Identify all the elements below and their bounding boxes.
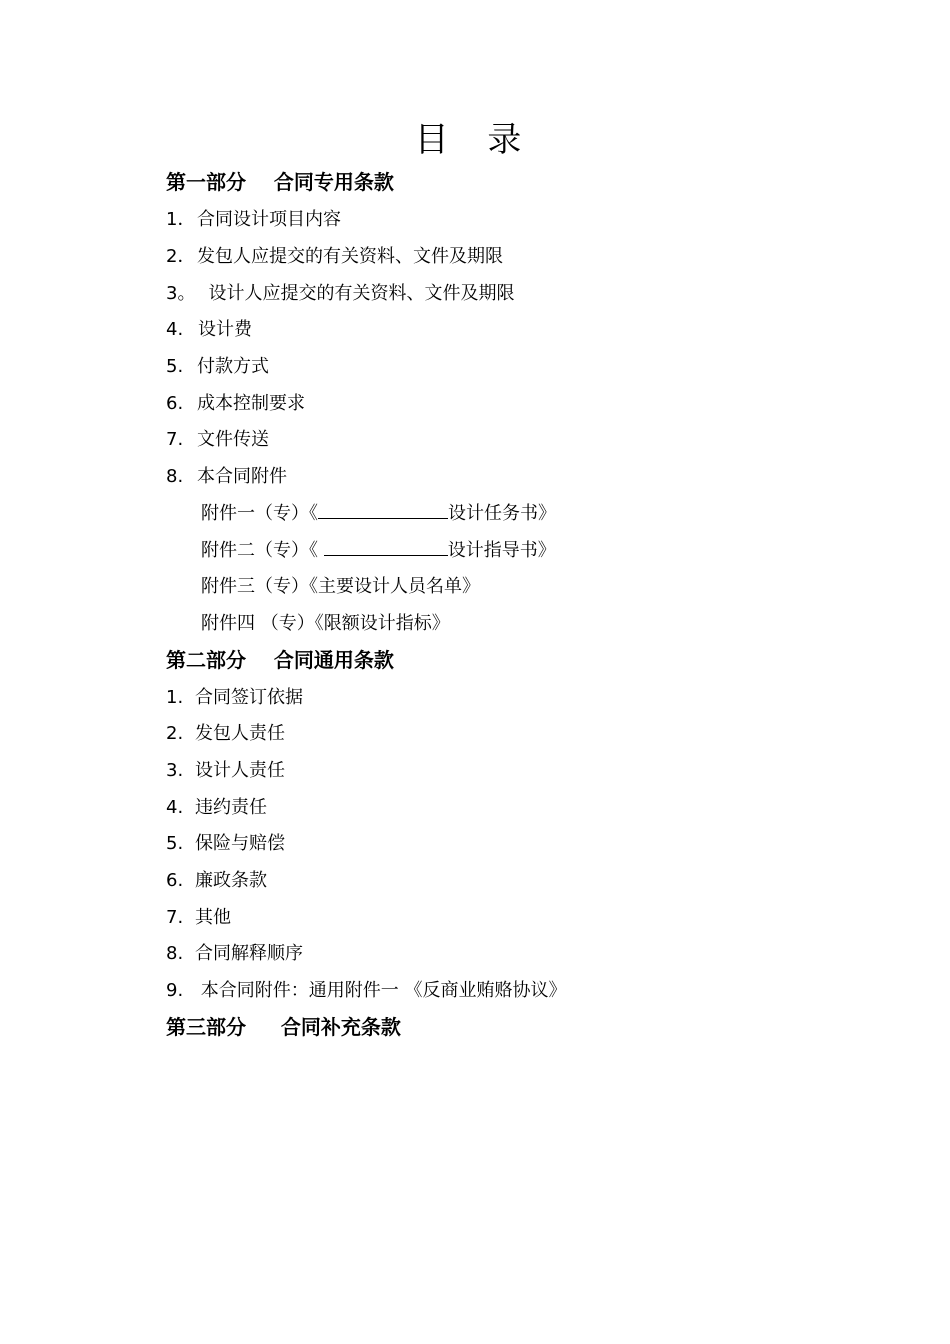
toc-item: 7. 其他 — [166, 907, 231, 928]
attachment-item: 附件一（专）《 设计任务书》 — [201, 499, 556, 525]
toc-item: 8. 本合同附件 — [166, 466, 287, 487]
toc-item: 8. 合同解释顺序 — [166, 943, 303, 964]
toc-item: 2. 发包人责任 — [166, 723, 285, 744]
part1-heading: 第一部分 合同专用条款 — [166, 170, 394, 194]
toc-item: 3. 设计人责任 — [166, 760, 285, 781]
attachment-item: 附件四 （专）《限额设计指标》 — [201, 613, 450, 634]
toc-item: 6. 成本控制要求 — [166, 393, 305, 414]
toc-item: 6. 廉政条款 — [166, 870, 267, 891]
page-title: 目 录 — [414, 120, 536, 160]
toc-item: 4. 违约责任 — [166, 797, 267, 818]
toc-item: 2．发包人应提交的有关资料、文件及期限 — [166, 246, 503, 267]
toc-item: 5. 保险与赔偿 — [166, 833, 285, 854]
toc-item: 4. 设计费 — [166, 319, 252, 340]
toc-item: 1. 合同签订依据 — [166, 687, 303, 708]
toc-item: 7. 文件传送 — [166, 429, 269, 450]
fill-blank — [324, 537, 448, 556]
part2-heading: 第二部分 合同通用条款 — [166, 648, 394, 672]
attachment-item: 附件三（专）《主要设计人员名单》 — [201, 576, 480, 597]
toc-item: 5. 付款方式 — [166, 356, 269, 377]
toc-item: 3。 设计人应提交的有关资料、文件及期限 — [166, 283, 515, 304]
part3-heading: 第三部分 合同补充条款 — [166, 1015, 401, 1039]
toc-item: 1．合同设计项目内容 — [166, 209, 341, 230]
fill-blank — [318, 500, 448, 519]
toc-item: 9. 本合同附件：通用附件一 《反商业贿赂协议》 — [166, 980, 567, 1001]
attachment-item: 附件二（专）《 设计指导书》 — [201, 536, 556, 562]
